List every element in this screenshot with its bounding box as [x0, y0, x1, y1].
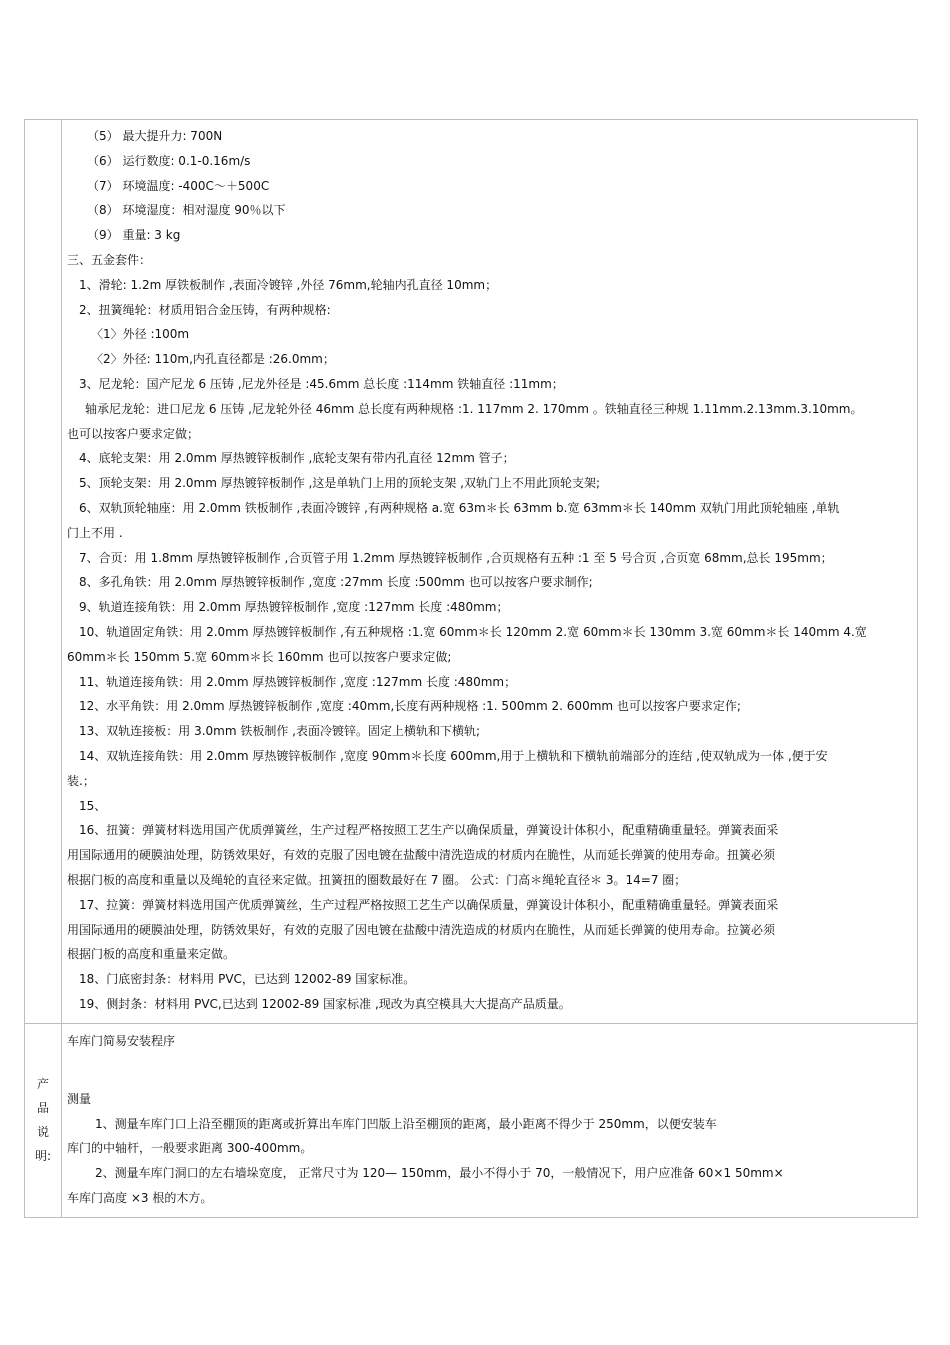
hardware-line: 3、尼龙轮：国产尼龙 6 压铸 ,尼龙外径是 :45.6mm 总长度 :114mm 铁轴直径 :11mm； [79, 376, 564, 391]
measure-heading: 测量 [67, 1091, 92, 1106]
spacer [67, 1054, 911, 1086]
table-row-specs [25, 120, 918, 1024]
hardware-line: 18、门底密封条：材料用 PVC，已达到 12002-89 国家标准。 [79, 972, 416, 987]
hardware-line: 9、轨道连接角铁：用 2.0mm 厚热镀锌板制作 ,宽度 :127mm 长度 :480mm； [79, 600, 509, 615]
install-line: 车库门高度 ×3 根的木方。 [67, 1191, 213, 1206]
install-line: 库门的中轴杆，一般要求距离 300-400mm。 [67, 1141, 313, 1156]
spec-line: （7） 环境温度: -400C～＋500C [87, 178, 270, 193]
spec-line: （5） 最大提升力: 700N [87, 129, 223, 143]
hardware-line: 11、轨道连接角铁：用 2.0mm 厚热镀锌板制作 ,宽度 :127mm 长度 :480mm； [79, 674, 517, 689]
document-table [24, 119, 918, 1218]
install-title: 车库门简易安装程序 [67, 1033, 176, 1048]
hardware-line: 17、拉簧：弹簧材料选用国产优质弹簧丝，生产过程严格按照工艺生产以确保质量，弹簧设计体积小，配重精确重量轻。弹簧表面采 [79, 897, 779, 912]
hardware-line: 5、顶轮支架：用 2.0mm 厚热镀锌板制作 ,这是单轨门上用的顶轮支架 ,双轨门上不用此顶轮支架; [79, 476, 601, 491]
side-label-char: 品 [36, 1101, 49, 1116]
hardware-line: 〈1〉外径 :100m [91, 327, 190, 342]
hardware-line: 轴承尼龙轮：进口尼龙 6 压铸 ,尼龙轮外径 46mm 总长度有两种规格 :1. 117mm 2. 170mm 。铁轴直径三种规 1.11mm.2.13mm.3.10mm。 [85, 401, 863, 416]
hardware-line: 8、多孔角铁：用 2.0mm 厚热镀锌板制作 ,宽度 :27mm 长度 :500mm 也可以按客户要求制作; [79, 575, 593, 590]
hardware-line: 用国际通用的硬膜油处理，防锈效果好，有效的克服了因电镀在盐酸中清洗造成的材质内在脆性，从而延长弹簧的使用寿命。拉簧必须 [67, 922, 776, 937]
hardware-line: 装.； [67, 773, 95, 788]
specs-body [62, 120, 917, 1023]
hardware-line: 4、底轮支架：用 2.0mm 厚热镀锌板制作 ,底轮支架有带内孔直径 12mm 管子； [79, 451, 515, 466]
hardware-line: 12、水平角铁：用 2.0mm 厚热镀锌板制作 ,宽度 :40mm,长度有两种规格 :1. 500mm 2. 600mm 也可以按客户要求定作; [79, 699, 741, 714]
install-lines [67, 1112, 911, 1211]
section-heading-hardware: 三、五金套件： [67, 252, 152, 267]
hardware-line: 14、双轨连接角铁：用 2.0mm 厚热镀锌板制作 ,宽度 90mm＊长度 600mm,用于上横轨和下横轨前端部分的连结 ,使双轨成为一体 ,便于安 [79, 748, 828, 763]
spec-line: （6） 运行数度: 0.1-0.16m/s [87, 153, 251, 168]
hardware-line: 〈2〉外径: 110m,内孔直径都是 :26.0mm； [91, 352, 335, 367]
side-label-char: 说 [36, 1125, 49, 1140]
content-cell-install [62, 1023, 918, 1217]
install-line: 1、测量车库门口上沿至棚顶的距离或折算出车库门凹版上沿至棚顶的距离，最小距离不得少于 250mm，以便安装车 [95, 1116, 717, 1131]
hardware-line: 6、双轨顶轮轴座：用 2.0mm 铁板制作 ,表面冷镀锌 ,有两种规格 a.宽 63m＊长 63mm b.宽 63mm＊长 140mm 双轨门用此顶轮轴座 ,单轨 [79, 500, 840, 515]
hardware-line: 16、扭簧：弹簧材料选用国产优质弹簧丝，生产过程严格按照工艺生产以确保质量，弹簧设计体积小，配重精确重量轻。弹簧表面采 [79, 823, 779, 838]
install-body [62, 1024, 917, 1217]
hardware-line: 也可以按客户要求定做； [67, 426, 200, 441]
side-label-char: 明: [34, 1149, 52, 1164]
side-cell-product-label [25, 1023, 62, 1217]
hardware-line: 2、扭簧绳轮：材质用铝合金压铸，有两种规格: [79, 302, 331, 317]
hardware-line: 60mm＊长 150mm 5.宽 60mm＊长 160mm 也可以按客户要求定做; [67, 649, 452, 664]
hardware-line: 15、 [79, 798, 107, 813]
hardware-line: 1、滑轮: 1.2m 厚铁板制作 ,表面冷镀锌 ,外径 76mm,轮轴内孔直径 10mm； [79, 277, 498, 292]
content-cell-specs [62, 120, 918, 1024]
hardware-line: 7、合页：用 1.8mm 厚热镀锌板制作 ,合页管子用 1.2mm 厚热镀锌板制作 ,合页规格有五种 :1 至 5 号合页 ,合页宽 68mm,总长 195mm； [79, 550, 833, 565]
hardware-line: 门上不用 . [67, 525, 123, 540]
hardware-line: 根据门板的高度和重量来定做。 [67, 947, 236, 962]
hardware-line: 10、轨道固定角铁：用 2.0mm 厚热镀锌板制作 ,有五种规格 :1.宽 60mm＊长 120mm 2.宽 60mm＊长 130mm 3.宽 60mm＊长 140mm 4.宽 [79, 624, 867, 639]
spec-line: （8） 环境湿度：相对湿度 90％以下 [87, 203, 286, 218]
hardware-line: 用国际通用的硬膜油处理，防锈效果好，有效的克服了因电镀在盐酸中清洗造成的材质内在脆性，从而延长弹簧的使用寿命。扭簧必须 [67, 848, 776, 863]
product-description-label [25, 1024, 61, 1217]
hardware-line: 根据门板的高度和重量以及绳轮的直径来定做。扭簧扭的圈数最好在 7 圈。 公式：门高＊绳轮直径＊ 3。14=7 圈； [67, 872, 687, 887]
side-label-char: 产 [36, 1077, 49, 1092]
hardware-line: 19、侧封条：材料用 PVC,已达到 12002-89 国家标准 ,现改为真空模具大大提高产品质量。 [79, 996, 571, 1011]
side-cell-empty [25, 120, 62, 1024]
spec-line: （9） 重量: 3 kg [87, 228, 181, 243]
hardware-line: 13、双轨连接板：用 3.0mm 铁板制作 ,表面冷镀锌。固定上横轨和下横轨; [79, 724, 481, 739]
install-line: 2、测量车库门洞口的左右墙垛宽度， 正常尺寸为 120— 150mm，最小不得小于 70，一般情况下，用户应准备 60×1 50mm× [95, 1166, 784, 1181]
table-row-product-description [25, 1023, 918, 1217]
